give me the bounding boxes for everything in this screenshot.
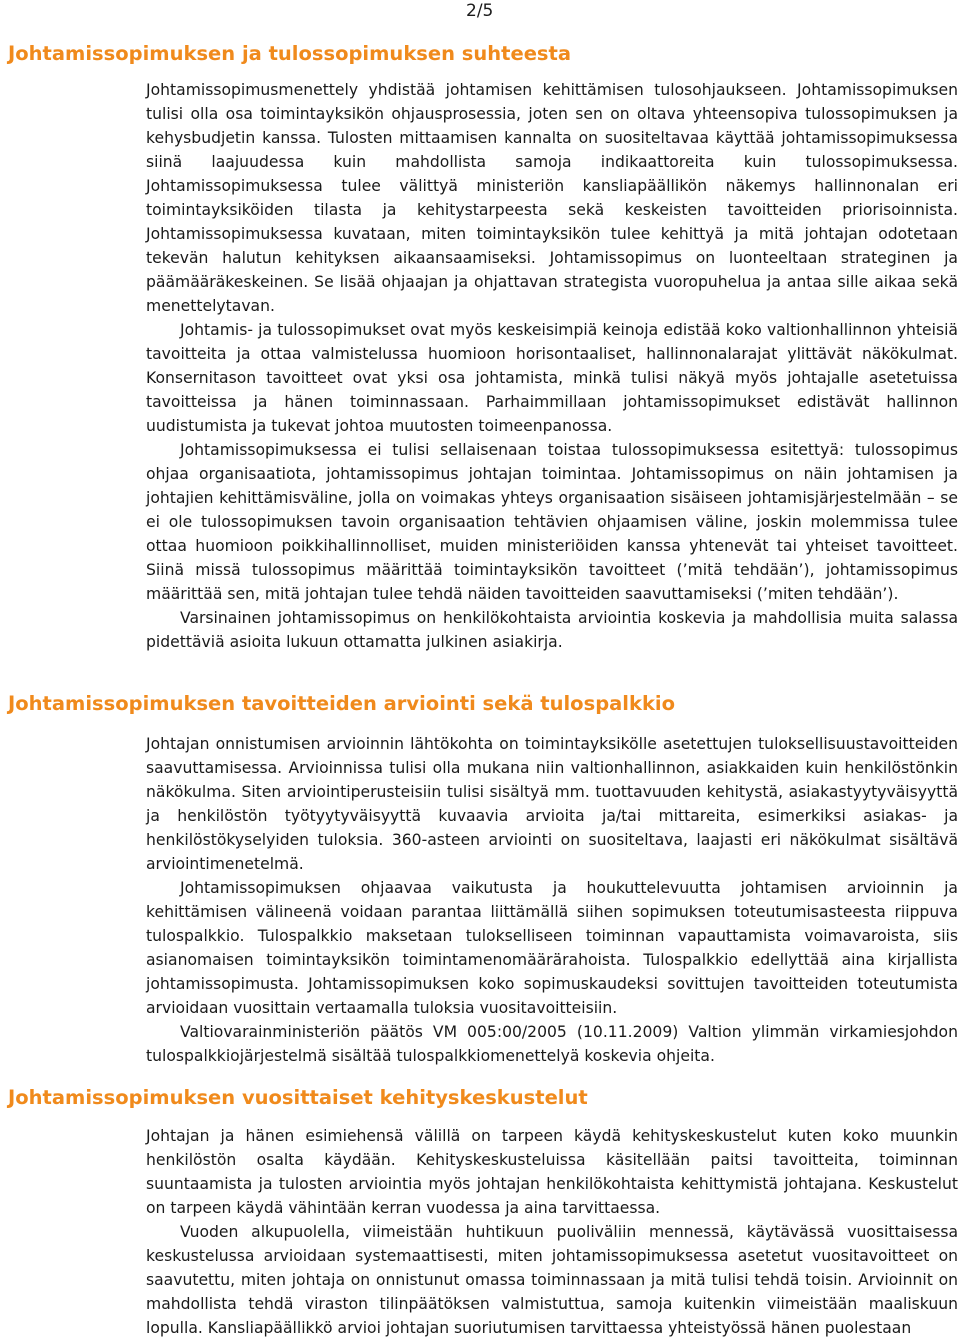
section-heading-relationship: Johtamissopimuksen ja tulossopimuksen suhteesta bbox=[8, 42, 572, 65]
section-body-evaluation bbox=[146, 732, 958, 1068]
section-body-discussions bbox=[146, 1124, 958, 1340]
paragraph: Vuoden alkupuolella, viimeistään huhtikuun puoliväliin mennessä, käytävässä vuosittaisessa keskustelussa arvioidaan systemaattisesti, miten johtamissopimuksessa asetetut vuositavoitteet on saavutettu, miten johtaja on onnistunut omassa toiminnassaan ja mitä tulisi tehdä toisin. Arvioinnit on mahdollista tehdä viraston tilinpäätöksen valmistuttua, samoja kuitenkin viimeistään maaliskuun lopulla. Kansliapäällikkö arvioi johtajan suoriutumisen tarvittaessa yhteistyössä hänen puolestaan bbox=[146, 1223, 958, 1337]
paragraph: Johtamissopimuksessa ei tulisi sellaisenaan toistaa tulossopimuksessa esitettyä: tulossopimus ohjaa organisaatiota, johtamissopimus johtajan toimintaa. Johtamissopimus on näin johtamisen ja johtajien kehittämisväline, jolla on voimakas yhteys organisaation sisäiseen johtamisjärjestelmään – se ei ole tulossopimuksen tavoin organisaation tehtävien ohjaamisen väline, joskin molemmissa tulee ottaa huomioon poikkihallinnolliset, muiden ministeriöiden kanssa yhtenevät tai yhteiset tavoitteet. Siinä missä tulossopimus määrittää toimintayksikön tavoitteet (’mitä tehdään’), johtamissopimus määrittää sen, mitä johtajan tulee tehdä näiden tavoitteiden saavuttamiseksi (’miten tehdään’). bbox=[146, 441, 958, 603]
paragraph: Varsinainen johtamissopimus on henkilökohtaista arviointia koskevia ja mahdollisia muita salassa pidettäviä asioita lukuun ottamatta julkinen asiakirja. bbox=[146, 609, 958, 651]
paragraph: Johtamis- ja tulossopimukset ovat myös keskeisimpiä keinoja edistää koko valtionhallinnon yhteisiä tavoitteita ja ottaa valmistelussa huomioon horisontaaliset, hallinnonalarajat ylittävät näkökulmat. Konsernitason tavoitteet ovat yksi osa johtamista, minkä tulisi näkyä myös johtajalle asetetuissa tavoitteissa ja hänen toiminnassaan. Parhaimmillaan johtamissopimukset edistävät hallinnon uudistumista ja tukevat johtoa muutosten toimeenpanossa. bbox=[146, 321, 958, 435]
section-heading-discussions: Johtamissopimuksen vuosittaiset kehityskeskustelut bbox=[8, 1086, 588, 1109]
paragraph: Johtajan onnistumisen arvioinnin lähtökohta on toimintayksikölle asetettujen tuloksellisuustavoitteiden saavuttamisessa. Arvioinnissa tulisi olla mukana niin valtionhallinnon, asiakkaiden kuin henkilöstönkin näkökulma. Siten arviointiperusteisiin tulisi sisältyä mm. tuottavuuden kehitystä, asiakastyytyväisyyttä ja henkilöstön työtyytyväisyyttä kuvaavia arvioita ja/tai mittareita, esimerkiksi asiakas- ja henkilöstökyselyiden tuloksia. 360-asteen arviointi on suositeltava, laajasti eri näkökulmat sisältävä arviointimenetelmä. bbox=[146, 735, 958, 873]
section-body-relationship bbox=[146, 78, 958, 654]
section-heading-evaluation: Johtamissopimuksen tavoitteiden arviointi sekä tulospalkkio bbox=[8, 692, 676, 715]
paragraph: Valtiovarainministeriön päätös VM 005:00/2005 (10.11.2009) Valtion ylimmän virkamiesjohdon tulospalkkiojärjestelmä sisältää tulospalkkiomenettelyä koskevia ohjeita. bbox=[146, 1023, 958, 1065]
page-number: 2/5 bbox=[466, 1, 494, 21]
paragraph: Johtamissopimusmenettely yhdistää johtamisen kehittämisen tulosohjaukseen. Johtamissopimuksen tulisi olla osa toimintayksikön ohjausprosessia, joten sen on oltava yhteensopiva tulossopimuksen ja kehysbudjetin kanssa. Tulosten mittaamisen kannalta on suositeltavaa käyttää johtamissopimuksessa siinä laajuudessa kuin mahdollista samoja indikaattoreita kuin tulossopimuksessa. Johtamissopimuksessa tulee välittyä ministeriön kansliapäällikön näkemys hallinnonalan eri toimintayksiköiden tilasta ja kehitystarpeesta sekä keskeisten tavoitteiden priorisoinnista. Johtamissopimuksessa kuvataan, miten toimintayksikön tulee kehittyä ja mitä johtajan odotetaan tekevän halutun kehityksen aikaansaamiseksi. Johtamissopimus on luonteeltaan strateginen ja päämääräkeskeinen. Se lisää ohjaajan ja ohjattavan strategista vuoropuhelua ja antaa sille aikaa sekä menettelytavan. bbox=[146, 81, 958, 315]
paragraph: Johtajan ja hänen esimiehensä välillä on tarpeen käydä kehityskeskustelut kuten koko muunkin henkilöstön osalta käydään. Kehityskeskusteluissa käsitellään paitsi tavoitteita, toiminnan suuntaamista ja tulosten arviointia myös johtajan henkilökohtaista kehittymistä johtajana. Keskustelut on tarpeen käydä vähintään kerran vuodessa ja aina tarvittaessa. bbox=[146, 1127, 958, 1217]
paragraph: Johtamissopimuksen ohjaavaa vaikutusta ja houkuttelevuutta johtamisen arvioinnin ja kehittämisen välineenä voidaan parantaa liittämällä siihen sopimuksen toteutumisasteesta riippuva tulospalkkio. Tulospalkkio maksetaan tulokselliseen toiminnan vapauttamista voimavaroista, siis asianomaisen toimintayksikön toimintamenomäärärahoista. Tulospalkkio edellyttää aina kirjallista johtamissopimusta. Johtamissopimuksen koko sopimuskaudeksi sovittujen tavoitteiden toteutumista arvioidaan vuosittain vertaamalla tuloksia vuositavoitteisiin. bbox=[146, 879, 958, 1017]
